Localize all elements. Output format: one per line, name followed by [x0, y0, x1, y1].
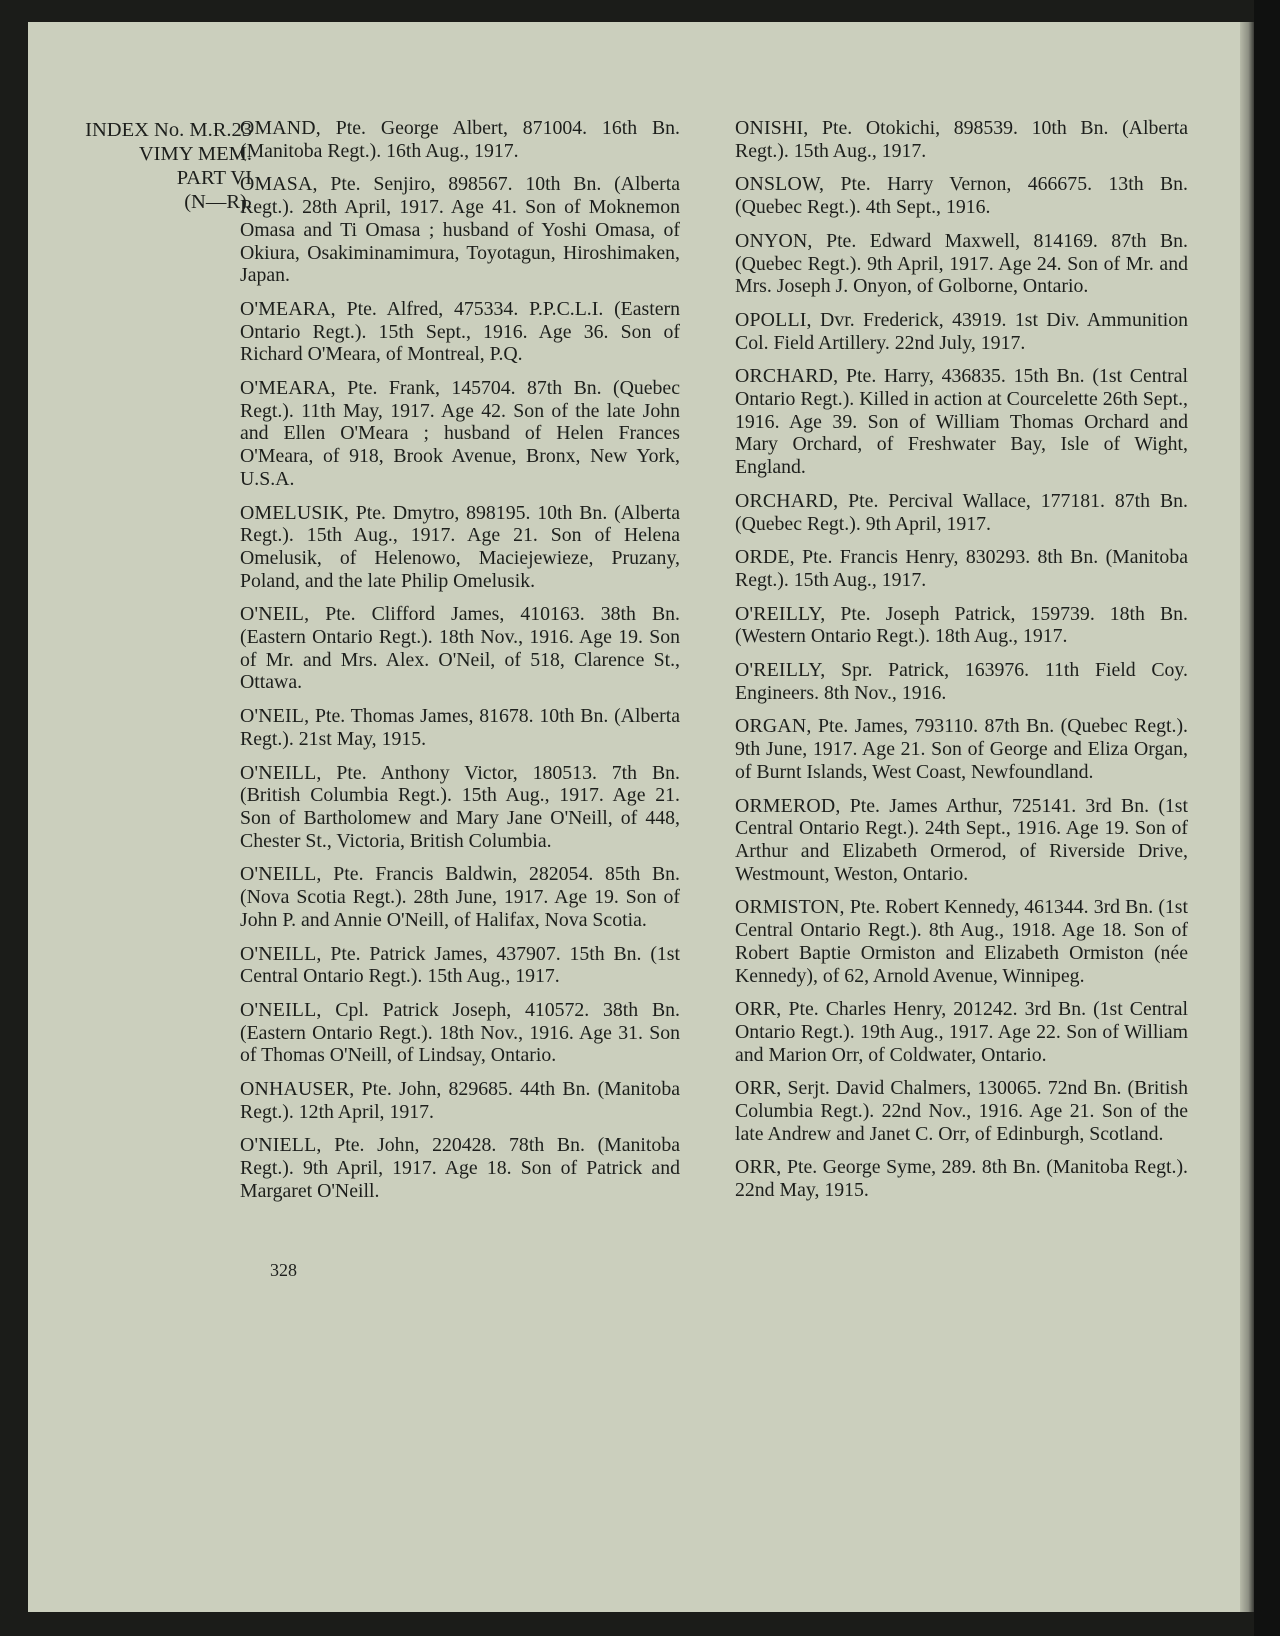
surname: O'MEARA,: [240, 377, 336, 400]
entry-details: Pte. Dmytro, 898195. 10th Bn. (Alberta Regt.). 15th Aug., 1917. Age 21. Son of Helena Omelusik, of Helenowo, Maciejewieze, Pruzany, Poland, and the late Philip Omelusik.: [240, 501, 680, 592]
list-item: [735, 117, 1188, 162]
part-label: PART VI: [176, 167, 252, 189]
left-column: [240, 117, 680, 1214]
surname: O'NEIL,: [240, 603, 310, 626]
list-item: [735, 490, 1188, 535]
list-item: [735, 309, 1188, 354]
list-item: [735, 1156, 1188, 1201]
surname: O'NIELL,: [240, 1134, 322, 1157]
list-item: [240, 762, 680, 853]
list-item: [735, 603, 1188, 648]
list-item: [240, 298, 680, 366]
entry-details: Pte. Thomas James, 81678. 10th Bn. (Alberta Regt.). 21st May, 1915.: [240, 705, 680, 750]
entry-details: Pte. Robert Kennedy, 461344. 3rd Bn. (1st Central Ontario Regt.). 8th Aug., 1918. Age 18. Son of Robert Baptie Ormiston and Elizabeth Ormiston (née Kennedy), of 62, Arnold Avenue, Winnipeg.: [735, 896, 1188, 987]
entry-details: Pte. Charles Henry, 201242. 3rd Bn. (1st Central Ontario Regt.). 19th Aug., 1917. Age 22. Son of William and Marion Orr, of Coldwater, Ontario.: [735, 998, 1188, 1066]
surname: O'NEILL,: [240, 761, 322, 784]
surname: ORMISTON,: [735, 896, 845, 919]
surname: OPOLLI,: [735, 308, 812, 331]
entry-details: Pte. Joseph Patrick, 159739. 18th Bn. (Western Ontario Regt.). 18th Aug., 1917.: [735, 602, 1188, 648]
entry-details: Pte. George Syme, 289. 8th Bn. (Manitoba Regt.). 22nd May, 1915.: [735, 1156, 1188, 1202]
surname: ORR,: [735, 998, 782, 1021]
surname: O'MEARA,: [240, 297, 336, 320]
surname: ORDE,: [735, 546, 795, 569]
entry-details: Pte. Patrick James, 437907. 15th Bn. (1st Central Ontario Regt.). 15th Aug., 1917.: [240, 942, 680, 988]
page-number: 328: [270, 1260, 297, 1280]
entry-details: Pte. James Arthur, 725141. 3rd Bn. (1st Central Ontario Regt.). 24th Sept., 1916. Age 19. Son of Arthur and Elizabeth Ormerod, of Riverside Drive, Westmount, Weston, Ontario.: [735, 794, 1188, 885]
list-item: [735, 659, 1188, 704]
index-number: INDEX No. M.R.23: [85, 119, 252, 141]
right-column: [735, 117, 1188, 1213]
surname: O'NEILL,: [240, 863, 322, 886]
list-item: [735, 546, 1188, 591]
entry-details: Pte. Harry, 436835. 15th Bn. (1st Central Ontario Regt.). Killed in action at Courcelette 26th Sept., 1916. Age 39. Son of William Thomas Orchard and Mary Orchard, of Freshwater Bay, Isle of Wight, England.: [735, 365, 1188, 479]
memorial-name: VIMY MEM.: [138, 143, 252, 165]
surname: O'NEIL,: [240, 705, 310, 728]
list-item: [240, 1078, 680, 1123]
list-item: [240, 117, 680, 162]
surname: OMAND,: [240, 117, 321, 139]
entry-details: Spr. Patrick, 163976. 11th Field Coy. Engineers. 8th Nov., 1916.: [735, 659, 1188, 704]
entry-details: Pte. Anthony Victor, 180513. 7th Bn. (British Columbia Regt.). 15th Aug., 1917. Age 21. Son of Bartholomew and Mary Jane O'Neill, of 448, Chester St., Victoria, British Columbia.: [240, 761, 680, 852]
list-item: [240, 863, 680, 931]
list-item: [240, 999, 680, 1067]
list-item: [735, 715, 1188, 783]
entry-details: Pte. Francis Baldwin, 282054. 85th Bn. (Nova Scotia Regt.). 28th June, 1917. Age 19. Son of John P. and Annie O'Neill, of Halifax, Nova Scotia.: [240, 863, 680, 931]
entry-details: Pte. Senjiro, 898567. 10th Bn. (Alberta Regt.). 28th April, 1917. Age 41. Son of Moknemon Omasa and Ti Omasa ; husband of Yoshi Omasa, of Okiura, Osakiminamimura, Toyotagun, Hiroshimaken, Japan.: [240, 173, 680, 287]
surname: O'REILLY,: [735, 602, 826, 625]
entry-details: Pte. Percival Wallace, 177181. 87th Bn. (Quebec Regt.). 9th April, 1917.: [735, 489, 1188, 535]
list-item: [735, 795, 1188, 886]
entry-details: Pte. John, 829685. 44th Bn. (Manitoba Regt.). 12th April, 1917.: [240, 1078, 680, 1123]
surname: OMASA,: [240, 173, 318, 196]
surname: OMELUSIK,: [240, 501, 349, 524]
entry-details: Serjt. David Chalmers, 130065. 72nd Bn. (British Columbia Regt.). 22nd Nov., 1916. Age 21. Son of the late Andrew and Janet C. Orr, of Edinburgh, Scotland.: [735, 1077, 1188, 1145]
surname: ORCHARD,: [735, 489, 839, 512]
list-item: [735, 896, 1188, 987]
entry-details: Pte. Edward Maxwell, 814169. 87th Bn. (Quebec Regt.). 9th April, 1917. Age 24. Son of Mr. and Mrs. Joseph J. Onyon, of Golborne, Ontario.: [735, 229, 1188, 298]
surname: ORMEROD,: [735, 794, 841, 817]
list-item: [240, 502, 680, 593]
entry-details: Pte. Harry Vernon, 466675. 13th Bn. (Quebec Regt.). 4th Sept., 1916.: [735, 173, 1188, 219]
surname: ORR,: [735, 1077, 782, 1100]
entry-details: Pte. John, 220428. 78th Bn. (Manitoba Regt.). 9th April, 1917. Age 18. Son of Patrick and Margaret O'Neill.: [240, 1134, 680, 1202]
surname: O'REILLY,: [735, 659, 826, 682]
letter-range: (N—R).: [184, 191, 252, 213]
entry-details: Pte. George Albert, 871004. 16th Bn. (Manitoba Regt.). 16th Aug., 1917.: [240, 117, 680, 162]
page-edge: [1240, 22, 1254, 1612]
surname: ONHAUSER,: [240, 1078, 355, 1101]
list-item: [735, 230, 1188, 298]
surname: ORCHARD,: [735, 365, 839, 388]
scan-border: [1254, 0, 1280, 1636]
surname: ONYON,: [735, 229, 813, 252]
list-item: [735, 365, 1188, 479]
surname: ORR,: [735, 1156, 782, 1179]
entry-details: Pte. Clifford James, 410163. 38th Bn. (Eastern Ontario Regt.). 18th Nov., 1916. Age 19. Son of Mr. and Mrs. Alex. O'Neil, of 518, Clarence St., Ottawa.: [240, 603, 680, 694]
surname: ONSLOW,: [735, 173, 825, 196]
list-item: [240, 377, 680, 491]
list-item: [735, 173, 1188, 218]
list-item: [735, 998, 1188, 1066]
list-item: [240, 603, 680, 694]
entry-details: Pte. Alfred, 475334. P.P.C.L.I. (Eastern Ontario Regt.). 15th Sept., 1916. Age 36. Son of Richard O'Meara, of Montreal, P.Q.: [240, 297, 680, 366]
list-item: [240, 1134, 680, 1202]
surname: O'NEILL,: [240, 942, 322, 965]
surname: O'NEILL,: [240, 998, 322, 1021]
entry-details: Pte. Otokichi, 898539. 10th Bn. (Alberta Regt.). 15th Aug., 1917.: [735, 117, 1188, 162]
entry-details: Dvr. Frederick, 43919. 1st Div. Ammunition Col. Field Artillery. 22nd July, 1917.: [735, 308, 1188, 354]
surname: ORGAN,: [735, 715, 812, 738]
surname: ONISHI,: [735, 117, 809, 139]
entry-details: Pte. Francis Henry, 830293. 8th Bn. (Manitoba Regt.). 15th Aug., 1917.: [735, 546, 1188, 591]
entry-details: Pte. Frank, 145704. 87th Bn. (Quebec Regt.). 11th May, 1917. Age 42. Son of the late John and Ellen O'Meara ; husband of Helen Frances O'Meara, of 918, Brook Avenue, Bronx, New York, U.S.A.: [240, 377, 680, 490]
list-item: [240, 943, 680, 988]
margin-heading: [30, 118, 252, 214]
list-item: [240, 705, 680, 750]
entry-details: Pte. James, 793110. 87th Bn. (Quebec Regt.). 9th June, 1917. Age 21. Son of George and Eliza Organ, of Burnt Islands, West Coast, Newfoundland.: [735, 715, 1188, 783]
list-item: [240, 173, 680, 287]
list-item: [735, 1077, 1188, 1145]
entry-details: Cpl. Patrick Joseph, 410572. 38th Bn. (Eastern Ontario Regt.). 18th Nov., 1916. Age 31. Son of Thomas O'Neill, of Lindsay, Ontario.: [240, 998, 680, 1067]
